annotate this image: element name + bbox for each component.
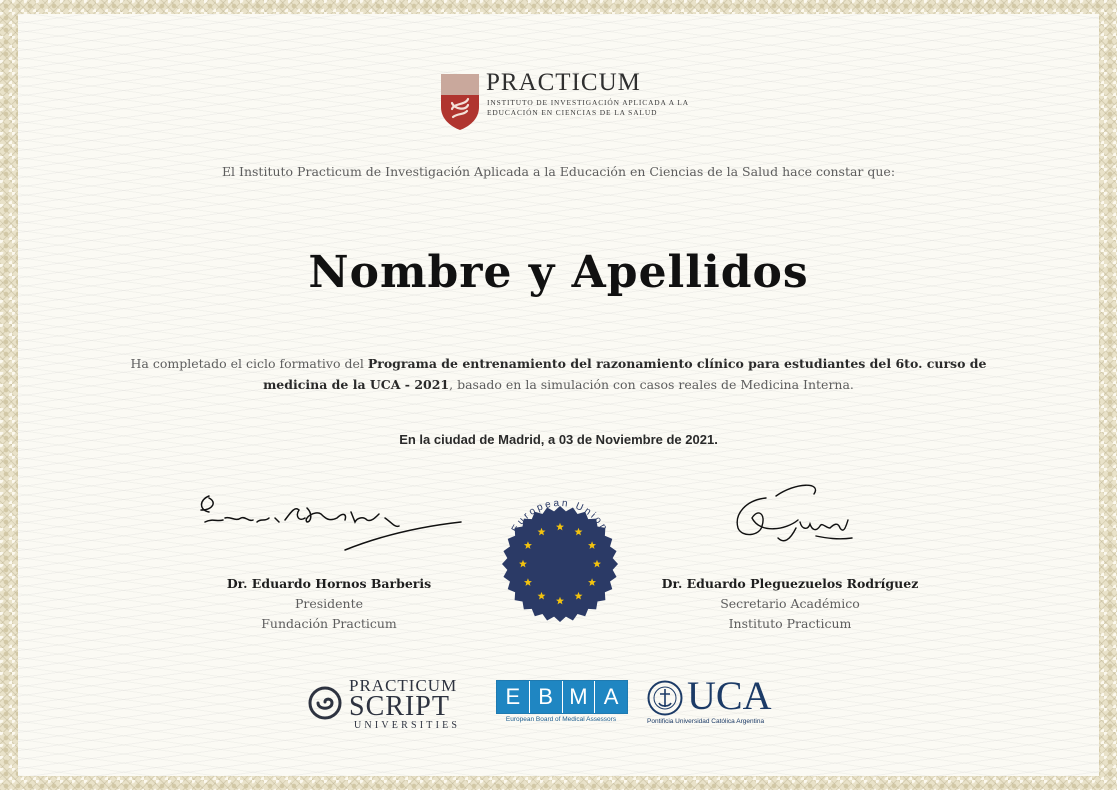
ebma-subtitle: European Board of Medical Assessors — [505, 716, 617, 723]
logo-subtitle-line1: INSTITUTO DE INVESTIGACIÓN APLICADA A LA — [487, 98, 689, 107]
eu-seal — [490, 484, 630, 624]
logo-subtitle-line2: EDUCACIÓN EN CIENCIAS DE LA SALUD — [487, 107, 658, 117]
certificate-description — [100, 353, 1017, 395]
signatory-role: Presidente — [294, 596, 364, 611]
signatory-organization: Fundación Practicum — [261, 616, 397, 631]
ebma-letters — [496, 680, 628, 714]
signature-hornos — [195, 488, 465, 560]
practicum-script-line3: UNIVERSITIES — [354, 720, 461, 731]
uca-seal-icon — [647, 680, 683, 716]
signatory-left — [179, 576, 479, 631]
practicum-logo — [440, 69, 689, 132]
signatory-name: Dr. Eduardo Pleguezuelos Rodríguez — [661, 576, 919, 591]
practicum-script-line2: SCRIPT — [349, 691, 450, 722]
logo-subtitle — [487, 98, 689, 117]
signatory-name: Dr. Eduardo Hornos Barberis — [226, 576, 432, 591]
shield-icon — [440, 73, 480, 131]
logo-title: PRACTICUM — [486, 69, 641, 96]
description-suffix: , basado en la simulación con casos reales de Medicina Interna. — [449, 377, 854, 392]
ebma-letter: A — [595, 681, 627, 713]
signatory-organization: Instituto Practicum — [728, 616, 852, 631]
signatory-role: Secretario Académico — [720, 596, 860, 611]
recipient-name: Nombre y Apellidos — [308, 247, 809, 298]
uca-subtitle: Pontificia Universidad Católica Argentina — [647, 718, 765, 725]
eu-seal-label: European Union — [509, 497, 611, 535]
city-date: En la ciudad de Madrid, a 03 de Noviembre de 2021. — [399, 432, 718, 447]
uca-logo — [647, 673, 797, 732]
signature-pleguezuelos — [726, 478, 866, 558]
signatory-right — [640, 576, 940, 631]
uca-name: UCA — [687, 673, 772, 718]
description-prefix: Ha completado el ciclo formativo del — [130, 356, 368, 371]
program-name: Programa de entrenamiento del razonamiento clínico para estudiantes del 6to. curso de medicina de la UCA - 2021 — [263, 356, 987, 392]
intro-text: El Instituto Practicum de Investigación Aplicada a la Educación en Ciencias de la Salud hace constar que: — [221, 164, 896, 179]
practicum-script-line1: PRACTICUM — [349, 676, 458, 695]
practicum-script-logo — [308, 676, 468, 734]
ebma-letter: E — [497, 681, 530, 713]
ebma-letter: B — [530, 681, 563, 713]
ebma-logo — [496, 680, 628, 730]
practicum-script-icon — [308, 686, 342, 720]
ebma-letter: M — [563, 681, 596, 713]
